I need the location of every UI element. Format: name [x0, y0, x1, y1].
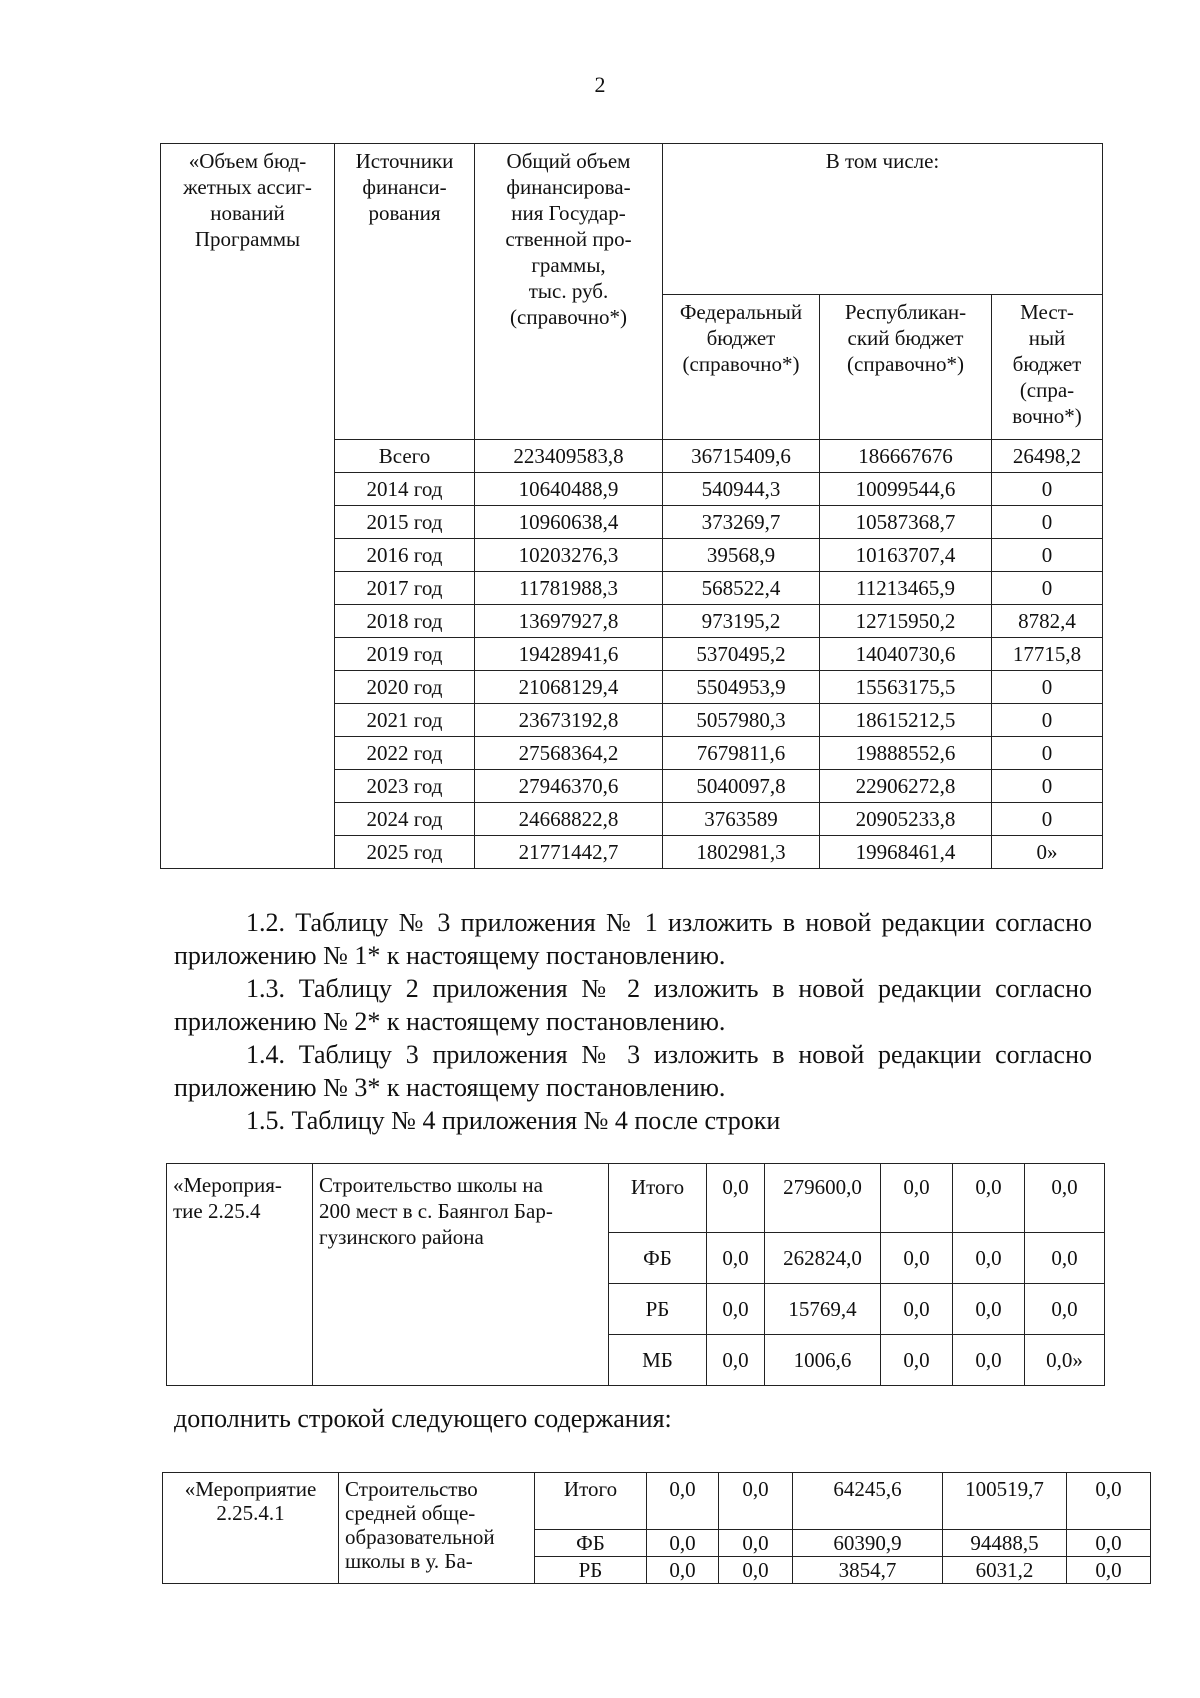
text-line: Республикан-: [844, 300, 967, 324]
table-cell: 26498,2: [992, 440, 1103, 473]
table-cell: 0: [992, 506, 1103, 539]
table-cell: 24668822,8: [475, 803, 663, 836]
header-local-budget: [992, 295, 1103, 440]
table-cell: 8782,4: [992, 605, 1103, 638]
text-line: 200 мест в с. Баянгол Бар-: [319, 1199, 553, 1223]
table-cell: 0,0: [953, 1233, 1025, 1284]
table-cell: 0,0: [881, 1284, 953, 1335]
table-cell: МБ: [609, 1335, 707, 1386]
table-cell: 27568364,2: [475, 737, 663, 770]
table-cell: 21771442,7: [475, 836, 663, 869]
table-cell: 19888552,6: [820, 737, 992, 770]
table-cell: 17715,8: [992, 638, 1103, 671]
text-line: ный: [1028, 326, 1066, 350]
text-line: 1.4. Таблицу 3 приложения № 3 изложить в новой редакции согласно приложению № 3* к настоящему постановлению.: [174, 1040, 1092, 1102]
table-cell: 11781988,3: [475, 572, 663, 605]
paragraph-1-5: [174, 1104, 1092, 1137]
text-line: нований: [210, 201, 285, 225]
table-cell: 19428941,6: [475, 638, 663, 671]
text-line: гузинского района: [319, 1225, 484, 1249]
table-cell: 60390,9: [793, 1530, 943, 1557]
text-line: Общий объем: [506, 149, 631, 173]
table-cell: 10587368,7: [820, 506, 992, 539]
table-cell: 1802981,3: [663, 836, 820, 869]
table-cell: 540944,3: [663, 473, 820, 506]
table-cell: 2016 год: [335, 539, 475, 572]
event-id: [167, 1164, 313, 1386]
table-cell: 5040097,8: [663, 770, 820, 803]
table-cell: 10203276,3: [475, 539, 663, 572]
table-cell: 0,0: [1025, 1164, 1105, 1233]
table-cell: 18615212,5: [820, 704, 992, 737]
text-line: (спра-: [1019, 378, 1075, 402]
table-cell: 10099544,6: [820, 473, 992, 506]
table-cell: 36715409,6: [663, 440, 820, 473]
table-cell: 2023 год: [335, 770, 475, 803]
event-description: [339, 1473, 535, 1584]
table-cell: 0: [992, 539, 1103, 572]
table-cell: 2014 год: [335, 473, 475, 506]
text-line: образовательной: [345, 1525, 495, 1549]
table-cell: 0: [992, 572, 1103, 605]
table-cell: 2015 год: [335, 506, 475, 539]
event-description: [313, 1164, 609, 1386]
table-cell: 373269,7: [663, 506, 820, 539]
table-cell: 15563175,5: [820, 671, 992, 704]
table-cell: 0,0: [719, 1473, 793, 1530]
text-line: тие 2.25.4: [173, 1199, 261, 1223]
table-cell: 10960638,4: [475, 506, 663, 539]
table-cell: 2024 год: [335, 803, 475, 836]
text-line: (справочно*): [847, 352, 964, 376]
table-cell: РБ: [609, 1284, 707, 1335]
paragraph-add-row: дополнить строкой следующего содержания:: [174, 1404, 672, 1433]
table-cell: 27946370,6: [475, 770, 663, 803]
table-cell: 0,0: [647, 1557, 719, 1584]
table-cell: 186667676: [820, 440, 992, 473]
table-row: [163, 1473, 1151, 1530]
text-line: школы в у. Ба-: [345, 1549, 473, 1573]
header-total-volume: [475, 144, 663, 440]
table-cell: 12715950,2: [820, 605, 992, 638]
table-cell: 0: [992, 737, 1103, 770]
text-line: (справочно*): [682, 352, 800, 376]
table-cell: 2018 год: [335, 605, 475, 638]
table-cell: 2025 год: [335, 836, 475, 869]
table-cell: 0: [992, 671, 1103, 704]
table-cell: 94488,5: [943, 1530, 1067, 1557]
table-cell: 0,0: [707, 1164, 765, 1233]
table-cell: 279600,0: [765, 1164, 881, 1233]
table-cell: 100519,7: [943, 1473, 1067, 1530]
table-cell: 0,0: [953, 1335, 1025, 1386]
paragraph-1-2: [174, 906, 1092, 972]
table-cell: 262824,0: [765, 1233, 881, 1284]
table-cell: 19968461,4: [820, 836, 992, 869]
table-cell: 0: [992, 803, 1103, 836]
table-cell: 13697927,8: [475, 605, 663, 638]
table-cell: 223409583,8: [475, 440, 663, 473]
text-line: 1.2. Таблицу № 3 приложения № 1 изложить в новой редакции согласно приложению № 1* к настоящему постановлению.: [174, 908, 1092, 970]
text-line: финансирова-: [506, 175, 631, 199]
table-cell: 6031,2: [943, 1557, 1067, 1584]
table-cell: РБ: [535, 1557, 647, 1584]
text-line: Программы: [194, 227, 301, 251]
table-cell: 14040730,6: [820, 638, 992, 671]
table-cell: 0»: [992, 836, 1103, 869]
text-line: (справочно*): [510, 305, 627, 329]
text-line: «Мероприя-: [173, 1173, 282, 1197]
table-cell: 3854,7: [793, 1557, 943, 1584]
table-cell: 11213465,9: [820, 572, 992, 605]
table-cell: ФБ: [535, 1530, 647, 1557]
text-line: вочно*): [1012, 404, 1082, 428]
table-cell: 0,0: [647, 1473, 719, 1530]
budget-allocation-table: [160, 143, 1103, 869]
text-line: граммы,: [531, 253, 606, 277]
text-line: Федеральный: [679, 300, 803, 324]
table-cell: 0,0: [647, 1530, 719, 1557]
text-line: Источники: [355, 149, 454, 173]
table-cell: 7679811,6: [663, 737, 820, 770]
header-including: В том числе:: [663, 144, 1103, 295]
event-id: [163, 1473, 339, 1584]
table-cell: ФБ: [609, 1233, 707, 1284]
text-line: бюджет: [1012, 352, 1082, 376]
table-cell: 0,0: [1025, 1233, 1105, 1284]
text-line: ния Государ-: [511, 201, 626, 225]
table-cell: 39568,9: [663, 539, 820, 572]
table-cell: 15769,4: [765, 1284, 881, 1335]
table-cell: 3763589: [663, 803, 820, 836]
table-cell: 973195,2: [663, 605, 820, 638]
table-cell: 2019 год: [335, 638, 475, 671]
text-line: финанси-: [362, 175, 447, 199]
table-cell: 0,0: [1067, 1557, 1151, 1584]
table-cell: 0: [992, 770, 1103, 803]
table-cell: 5370495,2: [663, 638, 820, 671]
table-cell: 0,0»: [1025, 1335, 1105, 1386]
text-line: «Объем бюд-: [188, 149, 307, 173]
text-line: 2.25.4.1: [216, 1501, 285, 1525]
event-2-25-4-1-table: [162, 1472, 1151, 1584]
table-cell: 568522,4: [663, 572, 820, 605]
table-cell: 0,0: [707, 1284, 765, 1335]
page-number: 2: [594, 72, 606, 97]
text-line: Мест-: [1020, 300, 1074, 324]
event-2-25-4-table: [166, 1163, 1105, 1386]
table-cell: 0,0: [719, 1557, 793, 1584]
table-cell: 0,0: [707, 1335, 765, 1386]
header-federal-budget: [663, 295, 820, 440]
table-cell: 5057980,3: [663, 704, 820, 737]
header-republican-budget: [820, 295, 992, 440]
table-cell: 64245,6: [793, 1473, 943, 1530]
table-cell: 0,0: [881, 1164, 953, 1233]
table-cell: 23673192,8: [475, 704, 663, 737]
text-line: Строительство: [345, 1477, 478, 1501]
table-cell: 0,0: [1025, 1284, 1105, 1335]
table-cell: 0,0: [1067, 1530, 1151, 1557]
table-cell: 2022 год: [335, 737, 475, 770]
paragraph-1-4: [174, 1038, 1092, 1104]
table-cell: 0,0: [953, 1284, 1025, 1335]
text-line: бюджет: [706, 326, 776, 350]
paragraph-1-3: [174, 972, 1092, 1038]
table-cell: 10163707,4: [820, 539, 992, 572]
text-line: ственной про-: [505, 227, 632, 251]
table-cell: 5504953,9: [663, 671, 820, 704]
text-line: 1.5. Таблицу № 4 приложения № 4 после строки: [246, 1106, 781, 1135]
header-budget-volume: [161, 144, 335, 869]
table-cell: 0: [992, 473, 1103, 506]
text-line: 1.3. Таблицу 2 приложения № 2 изложить в новой редакции согласно приложению № 2* к настоящему постановлению.: [174, 974, 1092, 1036]
table-cell: 0,0: [719, 1530, 793, 1557]
table-cell: 0,0: [881, 1233, 953, 1284]
text-line: тыс. руб.: [528, 279, 609, 303]
table-cell: 20905233,8: [820, 803, 992, 836]
table-row: [167, 1164, 1105, 1233]
table-cell: Итого: [535, 1473, 647, 1530]
table-cell: 21068129,4: [475, 671, 663, 704]
table-cell: 1006,6: [765, 1335, 881, 1386]
table-cell: Итого: [609, 1164, 707, 1233]
table-cell: 2021 год: [335, 704, 475, 737]
text-line: ский бюджет: [847, 326, 964, 350]
table-cell: 2020 год: [335, 671, 475, 704]
table-cell: 22906272,8: [820, 770, 992, 803]
text-line: средней обще-: [345, 1501, 476, 1525]
table-cell: Всего: [335, 440, 475, 473]
table-cell: 0,0: [1067, 1473, 1151, 1530]
table-cell: 0,0: [953, 1164, 1025, 1233]
table-cell: 0,0: [707, 1233, 765, 1284]
text-line: рования: [368, 201, 441, 225]
text-line: «Мероприятие: [184, 1477, 317, 1501]
table-cell: 0: [992, 704, 1103, 737]
table-cell: 2017 год: [335, 572, 475, 605]
header-funding-sources: [335, 144, 475, 440]
table-cell: 10640488,9: [475, 473, 663, 506]
table-cell: 0,0: [881, 1335, 953, 1386]
text-line: Строительство школы на: [319, 1173, 543, 1197]
text-line: жетных ассиг-: [183, 175, 312, 199]
